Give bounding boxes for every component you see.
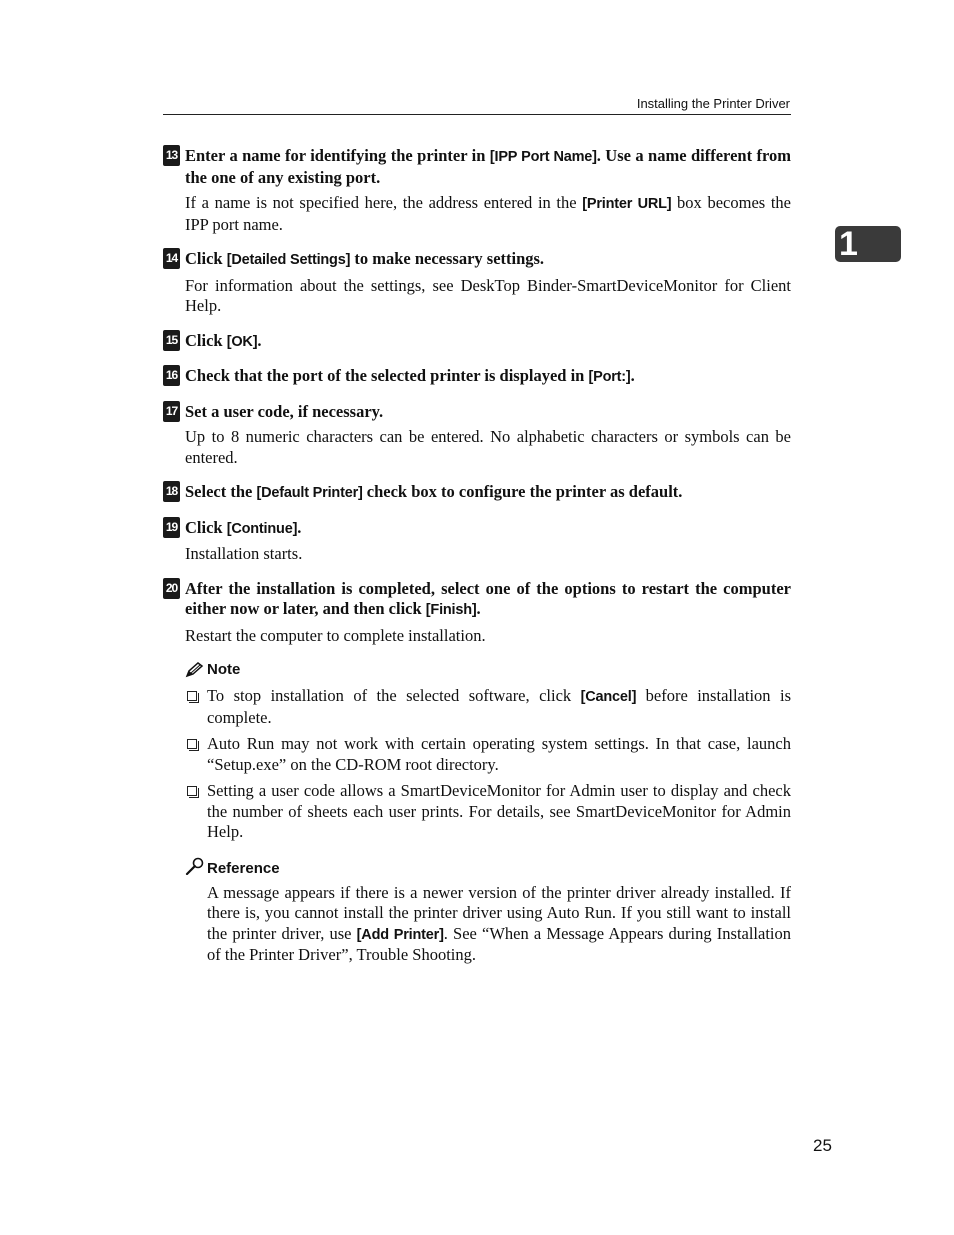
step-number: 16 (163, 365, 180, 386)
step-body: Installation starts. (185, 544, 303, 563)
step-title (185, 482, 791, 504)
cancel-label: [Cancel] (580, 689, 637, 705)
step-title-text: Select the (185, 482, 257, 501)
running-header: Installing the Printer Driver (636, 96, 790, 111)
step-title-text: check box to configure the printer as default. (362, 482, 683, 501)
pencil-icon (185, 662, 204, 678)
step-14 (163, 249, 791, 317)
step-title-text: Check that the port of the selected printer is displayed in (185, 366, 589, 385)
step-title-text: to make necessary settings. (350, 249, 545, 268)
step-title (185, 579, 791, 621)
step-title-text: . (297, 517, 302, 537)
detailed-settings-label: [Detailed Settings] (226, 252, 351, 268)
step-title-text: After the installation is completed, select one of the options to restart the computer either now or later, and then click (185, 578, 791, 618)
note-text: Auto Run may not work with certain operating system settings. In that case, launch “Setup.exe” on the CD-ROM root directory. (207, 734, 791, 774)
note-text: before installation is complete. (207, 686, 791, 727)
step-19 (163, 518, 791, 565)
step-20 (163, 579, 791, 647)
note-item (185, 734, 791, 775)
step-body (185, 193, 791, 235)
step-title-text: Enter a name for identifying the printer in (185, 146, 490, 165)
step-body-text: If a name is not specified here, the address entered in the (185, 193, 583, 212)
step-title (185, 366, 791, 388)
reference-text: . See “When a Message Appears during Installation of the Printer Driver”, Trouble Shooting. (207, 923, 792, 964)
step-13 (163, 146, 791, 235)
reference-title: Reference (207, 859, 280, 877)
step-body: For information about the settings, see DeskTop Binder-SmartDeviceMonitor for Client Help. (185, 275, 791, 315)
port-label: [Port:] (588, 369, 631, 385)
reference-text: A message appears if there is a newer version of the printer driver already installed. If there is, you cannot install the printer driver using Auto Run. If you still want to install the printer driver, use (207, 882, 791, 943)
step-title-text: Click (185, 517, 227, 537)
note-item (185, 781, 791, 843)
note-title: Note (207, 661, 241, 678)
note-text: Setting a user code allows a SmartDeviceMonitor for Admin user to display and check the number of sheets each user prints. For details, see SmartDeviceMonitor for Admin Help. (207, 781, 791, 841)
step-body: Up to 8 numeric characters can be entered. No alphabetic characters or symbols can be entered. (185, 427, 791, 467)
reference-body (185, 883, 791, 966)
note-text: To stop installation of the selected software, click (207, 686, 581, 705)
add-printer-label: [Add Printer] (356, 926, 444, 943)
step-title (185, 146, 791, 188)
step-18 (163, 482, 791, 504)
step-16 (163, 366, 791, 388)
note-block (185, 660, 791, 966)
step-number: 19 (163, 517, 180, 538)
checkbox-bullet-icon (187, 786, 197, 796)
step-title-text: . (257, 330, 262, 350)
printer-url-label: [Printer URL] (582, 196, 672, 212)
step-title: Set a user code, if necessary. (185, 401, 384, 421)
ok-label: [OK] (226, 333, 258, 350)
step-title-text: . Use a name different from the one of any existing port. (185, 146, 791, 187)
step-number: 17 (163, 401, 180, 422)
step-title-text: . (476, 599, 481, 618)
step-number: 18 (163, 481, 180, 502)
step-title (185, 249, 791, 271)
step-body: Restart the computer to complete installation. (185, 625, 486, 645)
page-number: 25 (813, 1136, 832, 1155)
step-17 (163, 402, 791, 469)
step-title-text: Click (185, 330, 227, 350)
header-rule (163, 114, 791, 115)
step-number: 14 (163, 248, 180, 269)
step-title-text: . (630, 366, 635, 385)
note-item (185, 686, 791, 728)
checkbox-bullet-icon (187, 691, 197, 701)
default-printer-label: [Default Printer] (256, 485, 363, 501)
step-body-text: box becomes the IPP port name. (185, 193, 792, 234)
finish-label: [Finish] (425, 602, 477, 618)
ipp-port-name-label: [IPP Port Name] (489, 149, 597, 165)
step-number: 20 (163, 578, 180, 599)
step-title-text: Click (185, 249, 227, 268)
note-heading (185, 660, 791, 680)
step-number: 15 (163, 330, 180, 351)
chapter-tab: 1 (835, 226, 901, 262)
continue-label: [Continue] (226, 520, 298, 537)
step-number: 13 (163, 145, 180, 166)
step-15 (163, 331, 791, 353)
magnifier-icon (185, 857, 205, 881)
reference-heading (185, 857, 791, 881)
page-content (163, 146, 791, 966)
step-title (185, 518, 791, 540)
checkbox-bullet-icon (187, 739, 197, 749)
step-title (185, 331, 791, 353)
